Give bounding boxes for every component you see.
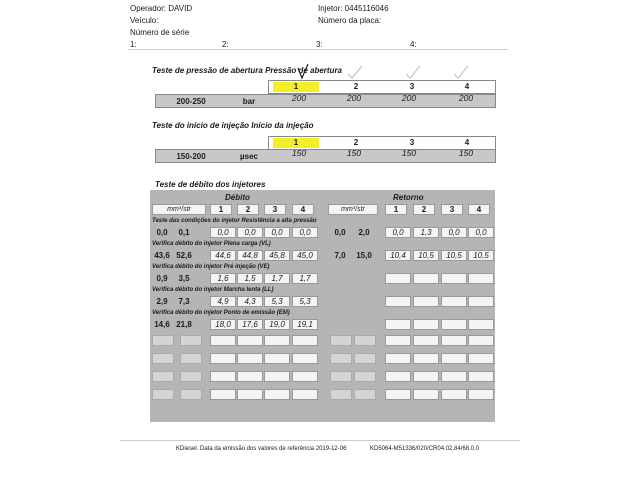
empty-limit-box xyxy=(330,389,352,400)
retorno-cell-box xyxy=(441,273,467,284)
empty-cell-box xyxy=(210,353,236,364)
opening-col-4: 4 xyxy=(464,82,470,91)
empty-limit-box xyxy=(354,335,376,346)
opening-value-1: 200 xyxy=(291,93,307,103)
retorno-cell-box xyxy=(385,319,411,330)
injector-label: Injetor: 0445116046 xyxy=(318,4,389,13)
injection-col-4: 4 xyxy=(464,138,470,147)
debito-max: 21,8 xyxy=(176,320,192,329)
debito-col-4-label: 4 xyxy=(300,205,306,214)
empty-cell-box xyxy=(385,335,411,346)
empty-cell-box xyxy=(413,353,439,364)
debito-unit: mm³/str xyxy=(167,206,191,213)
debito-min: 0,0 xyxy=(156,228,168,237)
empty-cell-box xyxy=(292,353,318,364)
debito-max: 52,6 xyxy=(176,251,192,260)
empty-limit-box xyxy=(330,353,352,364)
debito-value: 0,0 xyxy=(244,228,256,237)
empty-limit-box xyxy=(180,353,202,364)
retorno-cell-box xyxy=(441,319,467,330)
debito-value: 4,3 xyxy=(244,297,256,306)
flow-row-label: Verifica débito do injetor Pré injeção (VE) xyxy=(152,264,270,270)
debito-min: 0,9 xyxy=(156,274,168,283)
empty-cell-box xyxy=(292,389,318,400)
retorno-col-1-label: 1 xyxy=(393,205,399,214)
empty-limit-box xyxy=(152,353,174,364)
empty-cell-box xyxy=(210,389,236,400)
empty-cell-box xyxy=(264,335,290,346)
retorno-col-1 xyxy=(385,204,407,215)
retorno-col-3-label: 3 xyxy=(449,205,455,214)
injection-value-2: 150 xyxy=(346,148,362,158)
opening-value-4: 200 xyxy=(458,93,474,103)
retorno-header: Retorno xyxy=(393,193,424,202)
empty-cell-box xyxy=(264,371,290,382)
debito-value: 19,0 xyxy=(269,320,285,329)
empty-cell-box xyxy=(292,335,318,346)
debito-min: 2,9 xyxy=(156,297,168,306)
retorno-cell-box xyxy=(385,273,411,284)
injection-col-1: 1 xyxy=(273,138,319,148)
debito-value: 1,7 xyxy=(299,274,311,283)
injection-value-3: 150 xyxy=(401,148,417,158)
empty-cell-box xyxy=(237,353,263,364)
slot-4-label: 4: xyxy=(410,40,417,49)
opening-range: 200-250 xyxy=(176,97,206,106)
debito-unit-box xyxy=(152,204,206,215)
footer-right: KD5064-M51336/020/CR04.02.84/68.0.0 xyxy=(370,446,480,452)
retorno-col-4 xyxy=(468,204,490,215)
empty-cell-box xyxy=(385,353,411,364)
empty-cell-box xyxy=(237,389,263,400)
retorno-cell-box xyxy=(468,319,494,330)
injection-value-4: 150 xyxy=(458,148,474,158)
operator-label: Operador: DAVID xyxy=(130,4,193,13)
debito-col-2-label: 2 xyxy=(245,205,251,214)
retorno-col-2-label: 2 xyxy=(421,205,427,214)
empty-limit-box xyxy=(330,371,352,382)
retorno-value: 10,5 xyxy=(446,251,462,260)
debito-col-1 xyxy=(210,204,232,215)
retorno-max: 2,0 xyxy=(358,228,370,237)
debito-value: 0,0 xyxy=(271,228,283,237)
retorno-cell-box xyxy=(413,296,439,307)
debito-value: 19,1 xyxy=(297,320,313,329)
flow-table xyxy=(150,190,495,422)
empty-cell-box xyxy=(210,371,236,382)
empty-cell-box xyxy=(385,371,411,382)
empty-limit-box xyxy=(330,335,352,346)
serial-label: Número de série xyxy=(130,28,190,37)
empty-cell-box xyxy=(413,389,439,400)
empty-limit-box xyxy=(152,335,174,346)
opening-col-header xyxy=(268,80,496,94)
opening-title: Teste de pressão de abertura Pressão de abertura xyxy=(152,66,343,75)
flow-title: Teste de débito dos injetores xyxy=(155,180,266,189)
footer-left: KDiesel. Data da emissão dos valores de referência 2019-12-06 xyxy=(176,446,347,452)
debito-min: 14,6 xyxy=(154,320,170,329)
retorno-value: 10,4 xyxy=(390,251,406,260)
injection-row xyxy=(155,149,496,163)
plate-label: Número da placa: xyxy=(318,16,382,25)
debito-value: 0,0 xyxy=(217,228,229,237)
empty-cell-box xyxy=(468,353,494,364)
retorno-value: 0,0 xyxy=(475,228,487,237)
retorno-min: 0,0 xyxy=(334,228,346,237)
debito-value: 4,9 xyxy=(217,297,229,306)
opening-unit: bar xyxy=(242,97,256,106)
debito-value: 44,8 xyxy=(242,251,258,260)
vehicle-label: Veículo: xyxy=(130,16,159,25)
retorno-col-2 xyxy=(413,204,435,215)
empty-cell-box xyxy=(237,335,263,346)
injection-unit: µsec xyxy=(240,152,258,161)
debito-value: 1,6 xyxy=(217,274,229,283)
debito-col-1-label: 1 xyxy=(218,205,224,214)
debito-value: 1,7 xyxy=(271,274,283,283)
retorno-unit: mm³/str xyxy=(341,206,365,213)
retorno-cell-box xyxy=(385,296,411,307)
retorno-cell-box xyxy=(413,273,439,284)
check-marks xyxy=(296,62,476,82)
debito-min: 43,6 xyxy=(154,251,170,260)
header-divider xyxy=(128,49,508,50)
empty-cell-box xyxy=(385,389,411,400)
empty-cell-box xyxy=(468,389,494,400)
empty-cell-box xyxy=(264,353,290,364)
debito-value: 18,0 xyxy=(215,320,231,329)
opening-col-1: 1 xyxy=(273,82,319,92)
empty-limit-box xyxy=(354,389,376,400)
flow-row-label: Verifica débito do injetor Ponto de emissão (EM) xyxy=(152,310,290,316)
flow-row-label: Verifica débito do injetor Plena carga (VL) xyxy=(152,241,271,247)
retorno-col-3 xyxy=(441,204,463,215)
injection-range: 150-200 xyxy=(176,152,206,161)
empty-cell-box xyxy=(210,335,236,346)
debito-value: 45,0 xyxy=(297,251,313,260)
opening-col-2: 2 xyxy=(353,82,359,91)
empty-limit-box xyxy=(152,389,174,400)
flow-row-label: Teste das condições do injetor Resistência a alta pressão xyxy=(152,218,317,224)
empty-cell-box xyxy=(413,335,439,346)
injection-value-1: 150 xyxy=(291,148,307,158)
retorno-cell-box xyxy=(413,319,439,330)
retorno-value: 10,5 xyxy=(473,251,489,260)
debito-col-3-label: 3 xyxy=(272,205,278,214)
debito-max: 0,1 xyxy=(178,228,190,237)
empty-limit-box xyxy=(180,371,202,382)
debito-value: 44,6 xyxy=(215,251,231,260)
empty-cell-box xyxy=(441,353,467,364)
empty-cell-box xyxy=(292,371,318,382)
retorno-unit-box xyxy=(328,204,378,215)
empty-limit-box xyxy=(180,389,202,400)
empty-cell-box xyxy=(441,335,467,346)
empty-cell-box xyxy=(468,335,494,346)
empty-cell-box xyxy=(264,389,290,400)
debito-col-4 xyxy=(292,204,314,215)
empty-limit-box xyxy=(354,353,376,364)
injection-col-2: 2 xyxy=(353,138,359,147)
empty-limit-box xyxy=(180,335,202,346)
debito-col-2 xyxy=(237,204,259,215)
debito-max: 3,5 xyxy=(178,274,190,283)
retorno-value: 0,0 xyxy=(448,228,460,237)
debito-value: 1,5 xyxy=(244,274,256,283)
empty-cell-box xyxy=(441,389,467,400)
debito-header: Débito xyxy=(225,193,250,202)
injection-title: Teste do início de injeção Início da injeção xyxy=(152,121,314,130)
retorno-value: 1,3 xyxy=(420,228,432,237)
slot-2-label: 2: xyxy=(222,40,229,49)
footer-divider xyxy=(120,440,520,441)
retorno-max: 15,0 xyxy=(356,251,372,260)
retorno-cell-box xyxy=(468,296,494,307)
retorno-value: 0,0 xyxy=(392,228,404,237)
retorno-col-4-label: 4 xyxy=(476,205,482,214)
retorno-cell-box xyxy=(468,273,494,284)
opening-row xyxy=(155,94,496,108)
injection-col-3: 3 xyxy=(409,138,415,147)
debito-max: 7,3 xyxy=(178,297,190,306)
opening-value-2: 200 xyxy=(346,93,362,103)
debito-value: 0,0 xyxy=(299,228,311,237)
debito-col-3 xyxy=(264,204,286,215)
empty-limit-box xyxy=(152,371,174,382)
empty-cell-box xyxy=(413,371,439,382)
opening-value-3: 200 xyxy=(401,93,417,103)
debito-value: 5,3 xyxy=(299,297,311,306)
retorno-value: 10,5 xyxy=(418,251,434,260)
empty-limit-box xyxy=(354,371,376,382)
debito-value: 17,6 xyxy=(242,320,258,329)
debito-value: 45,8 xyxy=(269,251,285,260)
empty-cell-box xyxy=(468,371,494,382)
opening-col-3: 3 xyxy=(409,82,415,91)
empty-cell-box xyxy=(237,371,263,382)
slot-1-label: 1: xyxy=(130,40,137,49)
slot-3-label: 3: xyxy=(316,40,323,49)
empty-cell-box xyxy=(441,371,467,382)
debito-value: 5,3 xyxy=(271,297,283,306)
retorno-min: 7,0 xyxy=(334,251,346,260)
flow-row-label: Verifica débito do injetor Marcha lenta (LL) xyxy=(152,287,274,293)
retorno-cell-box xyxy=(441,296,467,307)
